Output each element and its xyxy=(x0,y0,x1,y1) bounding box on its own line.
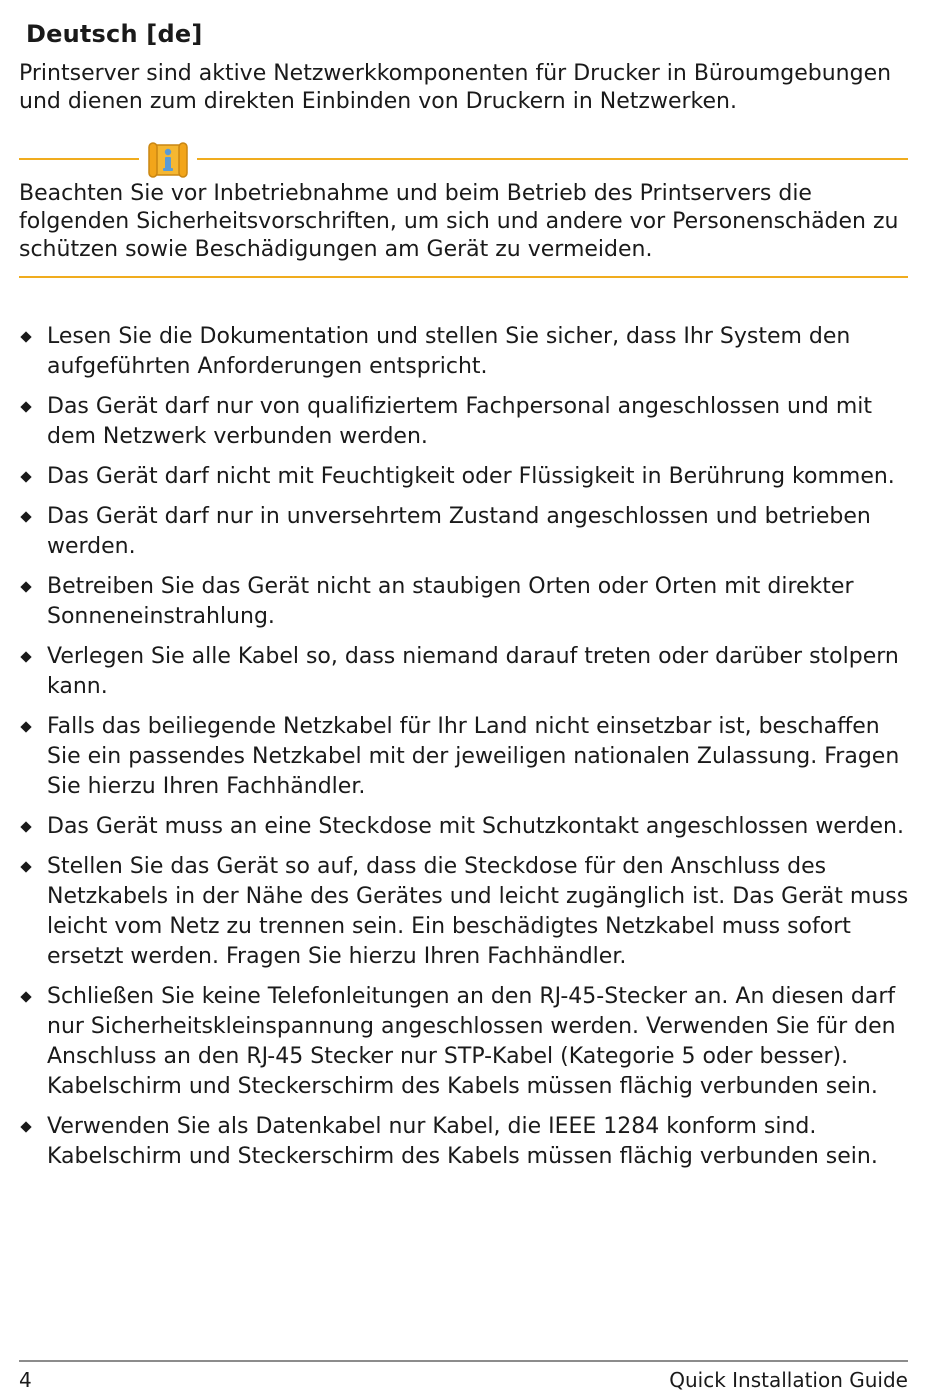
list-item-text: Stellen Sie das Gerät so auf, dass die Steckdose für den Anschluss des Netzkabels in der Nähe des Gerätes und leicht zugänglich ist. Das Gerät muss leicht vom Netz zu trennen sein. Ein beschädigtes Netzkabel muss sofort ersetzt werden. Fragen Sie hierzu Ihren Fachhändler. xyxy=(47,854,909,969)
notice-top-rule-right xyxy=(197,158,908,160)
list-item xyxy=(19,572,919,632)
diamond-bullet-icon xyxy=(20,331,31,342)
list-item xyxy=(19,322,919,382)
info-icon xyxy=(146,141,190,179)
list-item xyxy=(19,502,919,562)
list-item-text: Betreiben Sie das Gerät nicht an staubigen Orten oder Orten mit direkter Sonneneinstrahlung. xyxy=(47,574,854,629)
list-item-text: Schließen Sie keine Telefonleitungen an den RJ-45-Stecker an. An diesen darf nur Sicherheitskleinspannung angeschlossen werden. Verwenden Sie für den Anschluss an den RJ-45 Stecker nur STP-Kabel (Kategorie 5 oder besser). Kabelschirm und Steckerschirm des Kabels müssen flächig verbunden sein. xyxy=(47,984,896,1099)
list-item xyxy=(19,982,919,1102)
diamond-bullet-icon xyxy=(20,471,31,482)
diamond-bullet-icon xyxy=(20,821,31,832)
list-item-text: Lesen Sie die Dokumentation und stellen Sie sicher, dass Ihr System den aufgeführten Anforderungen entspricht. xyxy=(47,324,851,379)
list-item-text: Das Gerät darf nur in unversehrtem Zustand angeschlossen und betrieben werden. xyxy=(47,504,871,559)
diamond-bullet-icon xyxy=(20,1121,31,1132)
list-item xyxy=(19,392,919,452)
section-heading: Deutsch [de] xyxy=(26,20,203,48)
list-item-text: Verwenden Sie als Datenkabel nur Kabel, die IEEE 1284 konform sind. Kabelschirm und Steckerschirm des Kabels müssen flächig verbunden sein. xyxy=(47,1114,878,1169)
safety-notice-text: Beachten Sie vor Inbetriebnahme und beim Betrieb des Printservers die folgenden Sicherheitsvorschriften, um sich und andere vor Personenschäden zu schützen sowie Beschädigungen am Gerät zu vermeiden. xyxy=(19,181,899,262)
diamond-bullet-icon xyxy=(20,401,31,412)
list-item-text: Falls das beiliegende Netzkabel für Ihr Land nicht einsetzbar ist, beschaffen Sie ein passendes Netzkabel mit der jeweiligen nationalen Zulassung. Fragen Sie hierzu Ihren Fachhändler. xyxy=(47,714,900,799)
footer-title: Quick Installation Guide xyxy=(669,1368,908,1392)
diamond-bullet-icon xyxy=(20,721,31,732)
list-item xyxy=(19,812,919,842)
notice-bottom-rule xyxy=(19,276,908,278)
diamond-bullet-icon xyxy=(20,581,31,592)
diamond-bullet-icon xyxy=(20,861,31,872)
list-item-text: Das Gerät darf nicht mit Feuchtigkeit oder Flüssigkeit in Berührung kommen. xyxy=(47,464,895,489)
diamond-bullet-icon xyxy=(20,651,31,662)
intro-paragraph: Printserver sind aktive Netzwerkkomponenten für Drucker in Büroumgebungen und dienen zum direkten Einbinden von Druckern in Netzwerken. xyxy=(19,61,892,114)
list-item-text: Verlegen Sie alle Kabel so, dass niemand darauf treten oder darüber stolpern kann. xyxy=(47,644,899,699)
safety-instructions-list xyxy=(19,322,919,1182)
list-item-text: Das Gerät muss an eine Steckdose mit Schutzkontakt angeschlossen werden. xyxy=(47,814,904,839)
notice-top-rule-left xyxy=(19,158,139,160)
diamond-bullet-icon xyxy=(20,991,31,1002)
list-item xyxy=(19,462,919,492)
page-number: 4 xyxy=(19,1368,32,1392)
list-item xyxy=(19,1112,919,1172)
diamond-bullet-icon xyxy=(20,511,31,522)
list-item xyxy=(19,642,919,702)
list-item-text: Das Gerät darf nur von qualifiziertem Fachpersonal angeschlossen und mit dem Netzwerk verbunden werden. xyxy=(47,394,873,449)
list-item xyxy=(19,712,919,802)
footer-rule xyxy=(19,1360,908,1362)
list-item xyxy=(19,852,919,972)
